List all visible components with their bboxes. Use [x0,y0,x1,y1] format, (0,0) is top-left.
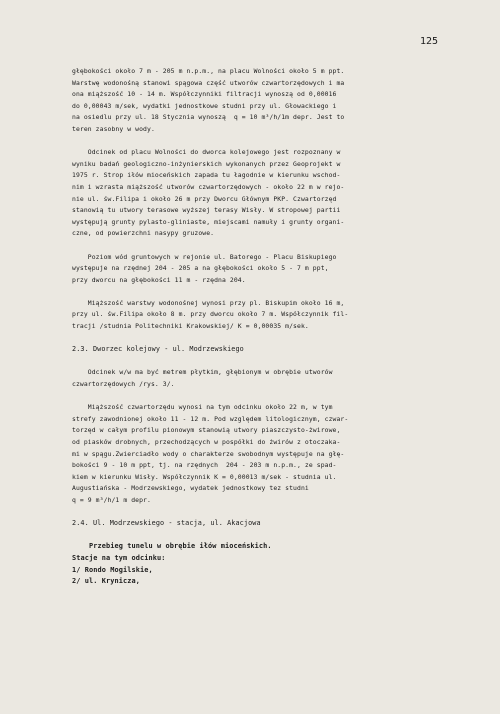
text-line: na osiedlu przy ul. 18 Stycznia wynoszą q = 10 m³/h/1m depr. Jest to [72,113,345,122]
text-line: ona miąższość 10 - 14 m. Współczynniki filtracji wynoszą od 0,00016 [72,90,337,99]
text-line: torzęd w całym profilu pionowym stanowią utwory piaszczysto-żwirowe, [72,426,341,435]
text-line: mi w spągu.Zwierciadło wody o charakterze swobodnym występuje na głę- [72,449,345,458]
text-line: Miąższość czwartorzędu wynosi na tym odcinku około 22 m, w tym [72,403,333,412]
text-line: przy ul. św.Filipa około 8 m. przy dworcu około 7 m. Współczynnik fil- [72,310,349,319]
paragraph [72,66,452,136]
text-line: q = 9 m³/h/1 m depr. [72,495,151,504]
text-line: Odcinek od placu Wolności do dworca kolejowego jest rozpoznany w [72,148,341,157]
text-line: nie ul. św.Filipa i około 26 m przy Dworcu Głównym PKP. Czwartorzęd [72,194,337,203]
paragraph [72,541,452,587]
paragraph-gap [72,240,452,252]
text-line: czwartorzędowych /rys. 3/. [72,380,175,389]
text-line: 2.4. Ul. Modrzewskiego - stacja, ul. Akacjowa [72,519,261,528]
text-line: tracji /studnia Politechniki Krakowskiej/ K = 0,00035 m/sek. [72,322,309,331]
paragraph [72,252,452,287]
paragraph-gap [72,391,452,403]
text-line: od piasków drobnych, przechodzących w pospółki do żwirów z otoczaka- [72,438,341,446]
text-line: bokości 9 - 10 m ppt, tj. na rzędnych 204 - 203 m n.p.m., ze spad- [72,461,337,470]
text-line: Stacje na tym odcinku: [72,553,166,562]
text-line: wyniku badań geologiczno-inżynierskich wykonanych przez Geoprojekt w [72,159,341,168]
text-line: głębokości około 7 m - 205 m n.p.m., na placu Wolności około 5 m ppt. [72,67,345,75]
text-line: czne, od powierzchni nasypy gruzowe. [72,229,215,238]
paragraph-gap [72,136,452,148]
section-heading [72,518,452,530]
paragraph-gap [72,507,452,519]
paragraph-gap [72,356,452,368]
section-heading [72,344,452,356]
text-line: występują grunty pylasto-gliniaste, miejscami namuły i grunty organi- [72,217,345,226]
text-line: kiem w kierunku Wisły. Współczynnik K = 0,00013 m/sek - studnia ul. [72,472,337,481]
text-line: Przebieg tunelu w obrębie iłów mioceńskich. [72,542,272,551]
text-line: do 0,00043 m/sek, wydatki jednostkowe studni przy ul. Głowackiego i [72,101,337,110]
page-number: 125 [420,36,439,47]
text-line: 1/ Rondo Mogilskie, [72,565,153,574]
text-line: 2/ ul. Krynicza, [72,577,140,586]
paragraph [72,402,452,506]
text-line: Odcinek w/w ma być metrem płytkim, głębionym w obrębie utworów [72,368,333,377]
text-line: 2.3. Dworzec kolejowy - ul. Modrzewskiego [72,345,244,354]
paragraph [72,367,452,390]
paragraph [72,298,452,333]
text-line: stanowią tu utwory terasowe wyższej terasy Wisły. W stropowej partii [72,206,341,215]
text-line: strefy zawodnionej około 11 - 12 m. Pod względem litologicznym, czwar- [72,414,349,423]
paragraph-gap [72,286,452,298]
text-line: teren zasobny w wody. [72,124,155,133]
text-line: Miąższość warstwy wodonośnej wynosi przy pl. Biskupim około 16 m, [72,298,345,307]
text-line: Poziom wód gruntowych w rejonie ul. Batorego - Placu Biskupiego [72,252,337,261]
paragraph-gap [72,333,452,345]
paragraph [72,147,452,240]
paragraph-gap [72,530,452,542]
document-body [72,66,452,588]
text-line: 1975 r. Strop iłów mioceńskich zapada tu łagodnie w kierunku wschod- [72,171,341,180]
text-line: przy dworcu na głębokości 11 m - rzędna 204. [72,275,246,284]
text-line: Warstwę wodonośną stanowi spągowa część utworów czwartorzędowych i ma [72,78,345,87]
text-line: nim i wzrasta miąższość utworów czwartorzędowych - około 22 m w rejo- [72,182,345,191]
text-line: Augustiańska - Modrzewskiego, wydatek jednostkowy tez studni [72,484,309,493]
text-line: występuje na rzędnej 204 - 205 a na głębokości około 5 - 7 m ppt, [72,264,329,273]
